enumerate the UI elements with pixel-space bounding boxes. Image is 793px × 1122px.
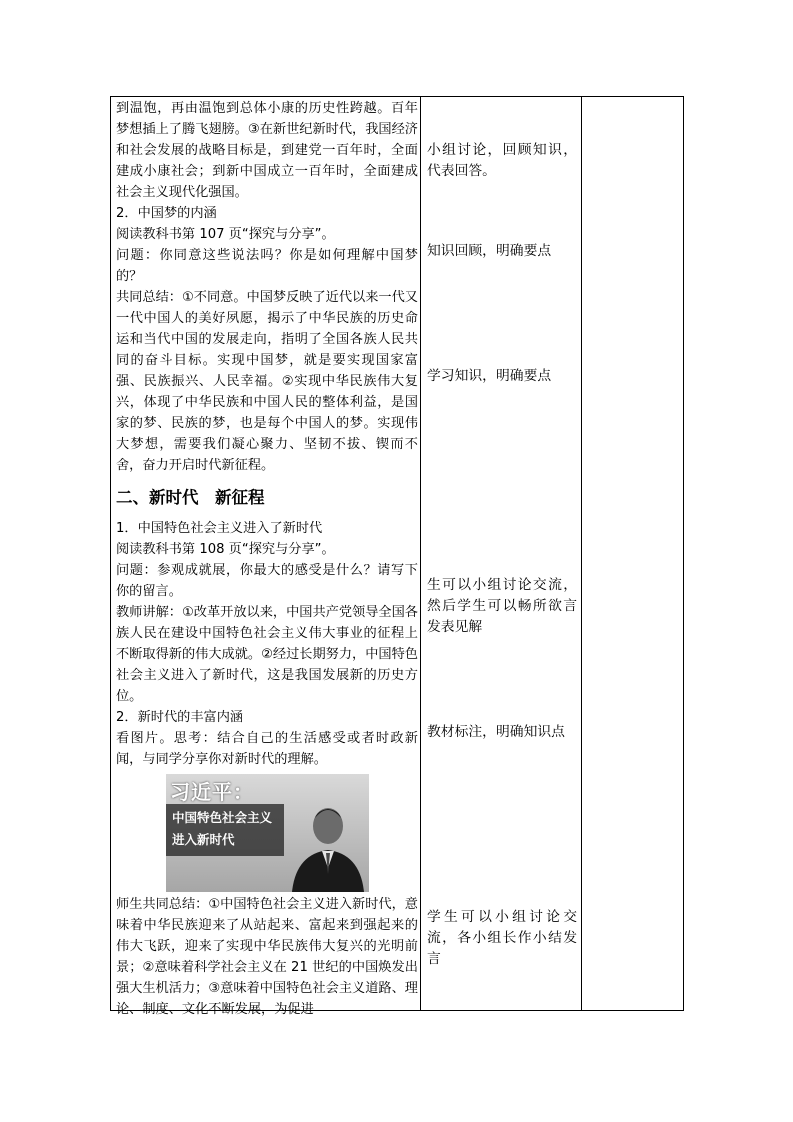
column-divider-2 <box>581 97 582 1010</box>
activity-note-3: 学习知识，明确要点 <box>427 368 552 384</box>
photo-caption-line2: 中国特色社会主义 <box>172 810 273 825</box>
photo-caption-name: 习近平： <box>170 780 254 804</box>
column-divider-1 <box>420 97 421 1010</box>
joint-summary: 师生共同总结：①中国特色社会主义进入新时代，意味着中华民族迎来了从站起来、富起来到强起来的伟大飞跃，迎来了实现中华民族伟大复兴的光明前景；②意味着科学社会主义在 21 世纪的中国焕发出强大生机活力；③意味着中国特色社会主义道路、理论、制度、文化不断发展，为促进 <box>116 897 418 1017</box>
question-text: 问题：你同意这些说法吗？你是如何理解中国梦的？ <box>116 248 418 284</box>
subheading-new-era: 1．中国特色社会主义进入了新时代 <box>116 521 323 536</box>
activity-note-6: 学生可以小组讨论交流，各小组长作小结发言 <box>427 909 577 967</box>
reading-instruction-2: 阅读教科书第 108 页“探究与分享”。 <box>116 542 335 557</box>
subheading-rich-meaning: 2．新时代的丰富内涵 <box>116 710 244 725</box>
speaker-figure <box>288 796 368 892</box>
activity-note-5: 教材标注，明确知识点 <box>427 724 565 740</box>
activity-note-1: 小组讨论，回顾知识，代表回答。 <box>427 142 577 179</box>
activity-note-2: 知识回顾，明确要点 <box>427 243 552 259</box>
picture-instruction: 看图片。思考：结合自己的生活感受或者时政新闻，与同学分享你对新时代的理解。 <box>116 731 418 767</box>
section-heading: 二、新时代 新征程 <box>116 488 265 507</box>
activity-note-4: 生可以小组讨论交流，然后学生可以畅所欲言发表见解 <box>427 577 577 635</box>
photo-caption-line3: 进入新时代 <box>172 832 235 847</box>
paragraph-history: 到温饱，再由温饱到总体小康的历史性跨越。百年梦想插上了腾飞翅膀。③在新世纪新时代，我国经济和社会发展的战略目标是，到建党一百年时，全面建成小康社会；到新中国成立一百年时，全面建成社会主义现代化强国。 <box>116 101 418 200</box>
news-photo <box>166 774 369 892</box>
lesson-table <box>110 96 684 1017</box>
subheading-china-dream: 2．中国梦的内涵 <box>116 206 217 221</box>
summary-text: 共同总结：①不同意。中国梦反映了近代以来一代又一代中国人的美好夙愿，揭示了中华民族的历史命运和当代中国的发展走向，指明了全国各族人民共同的奋斗目标。实现中国梦，就是要实现国家富强、民族振兴、人民幸福。②实现中华民族伟大复兴，体现了中华民族和中国人民的整体利益，是国家的梦、民族的梦，也是每个中国人的梦。实现伟大梦想，需要我们凝心聚力、坚韧不拔、锲而不舍，奋力开启时代新征程。 <box>116 290 418 473</box>
reading-instruction: 阅读教科书第 107 页“探究与分享”。 <box>116 227 335 242</box>
question-text-2: 问题：参观成就展，你最大的感受是什么？请写下你的留言。 <box>116 563 418 599</box>
teacher-explanation: 教师讲解：①改革开放以来，中国共产党领导全国各族人民在建设中国特色社会主义伟大事业的征程上不断取得新的伟大成就。②经过长期努力，中国特色社会主义进入了新时代，这是我国发展新的历史方位。 <box>116 605 418 704</box>
teaching-content-column <box>116 98 418 1020</box>
